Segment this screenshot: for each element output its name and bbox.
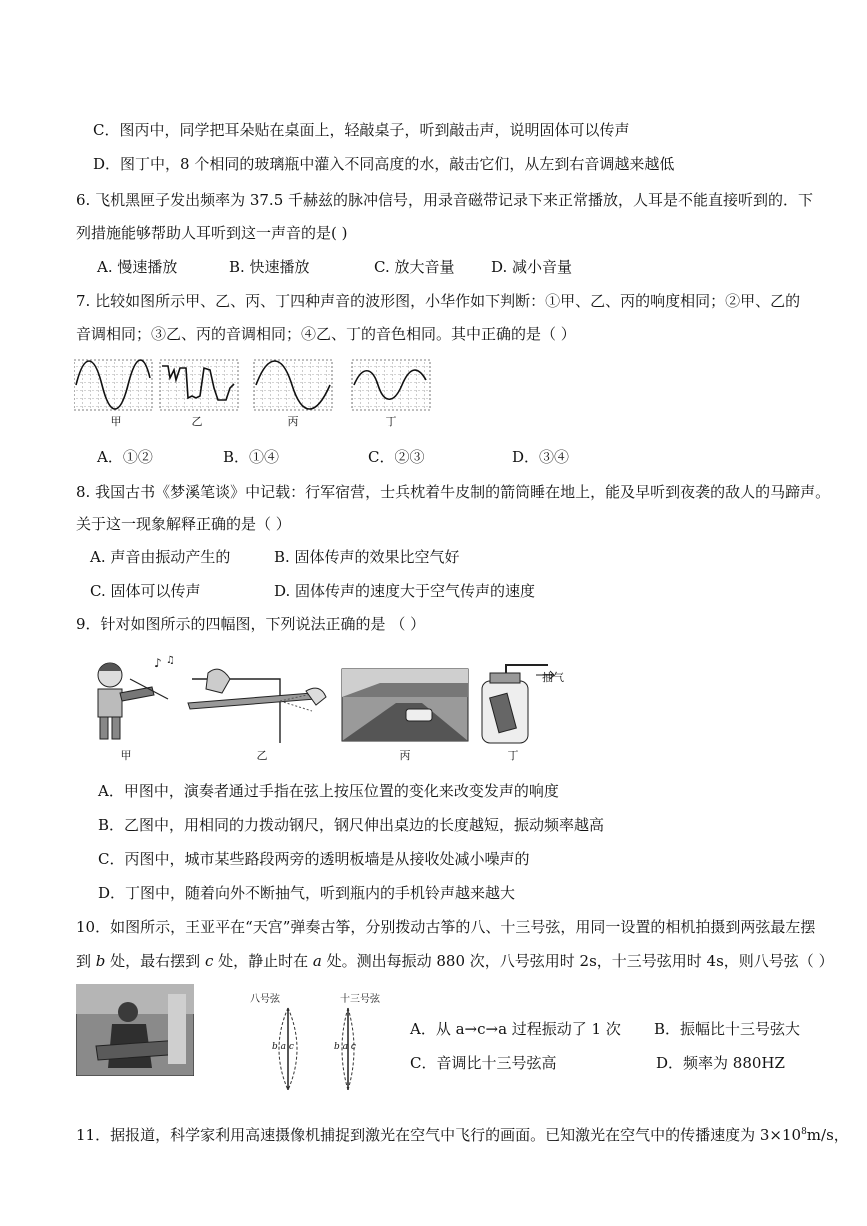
string8-letters: b a c: [272, 1042, 294, 1052]
q6-option-a: A. 慢速播放: [97, 258, 178, 276]
q7-caption-jia: 甲: [110, 415, 122, 428]
q8-stem-line1: 8. 我国古书《梦溪笔谈》中记载：行军宿营，士兵枕着牛皮制的箭筒睡在地上，能及早听到夜袭的敌人的马蹄声。: [76, 483, 831, 501]
q8-option-d: D. 固体传声的速度大于空气传声的速度: [274, 582, 536, 600]
q9-caption-ding: 丁: [507, 749, 519, 762]
ruler-table-image: [188, 669, 326, 743]
q7-option-c: C．②③: [368, 448, 425, 466]
q10-stem-line2: 到 b 处，最右摆到 c 处，静止时在 a 处。测出每振动 880 次，八号弦用时 2s，十三号弦用时 4s，则八号弦（ ）: [76, 952, 834, 970]
q9-option-a: A．甲图中，演奏者通过手指在弦上按压位置的变化来改变发声的响度: [98, 782, 559, 800]
q10-stem-line1: 10．如图所示，王亚平在“天宫”弹奏古筝，分别拨动古筝的八、十三号弦，用同一设置的相机拍摄到两弦最左摆: [76, 918, 816, 936]
q6-stem-line2: 列措施能够帮助人耳听到这一声音的是( ): [76, 224, 348, 242]
q9-pump-label: 抽气: [542, 671, 564, 684]
q10-option-a: A．从 a→c→a 过程振动了 1 次: [410, 1020, 621, 1038]
q7-stem-line1: 7. 比较如图所示甲、乙、丙、丁四种声音的波形图，小华作如下判断：①甲、乙、丙的响度相同；②甲、乙的: [76, 292, 801, 310]
string13-label: 十三号弦: [340, 994, 380, 1005]
q7-caption-bing: 丙: [287, 415, 299, 428]
string13-letters: b a c: [334, 1042, 356, 1052]
q5-option-d: D．图丁中，8 个相同的玻璃瓶中灌入不同高度的水，敲击它们，从左到右音调越来越低: [93, 155, 675, 173]
string8-label: 八号弦: [250, 994, 280, 1005]
noise-barrier-photo: [342, 669, 468, 741]
q7-option-d: D．③④: [512, 448, 570, 466]
q7-stem-line2: 音调相同；③乙、丙的音调相同；④乙、丁的音色相同。其中正确的是（ ）: [76, 325, 576, 343]
q9-stem: 9．针对如图所示的四幅图，下列说法正确的是 （ ）: [76, 615, 426, 633]
q7-option-b: B．①④: [223, 448, 280, 466]
svg-text:♫: ♫: [166, 655, 175, 666]
waveform-bing: [254, 360, 332, 410]
q9-option-d: D．丁图中，随着向外不断抽气，听到瓶内的手机铃声越来越大: [98, 884, 516, 902]
q9-caption-bing: 丙: [399, 749, 411, 762]
q6-stem-line1: 6. 飞机黑匣子发出频率为 37.5 千赫兹的脉冲信号，用录音磁带记录下来正常播放，人耳是不能直接听到的．下: [76, 191, 814, 209]
q6-option-b: B. 快速播放: [229, 258, 310, 276]
q8-option-c: C. 固体可以传声: [90, 582, 201, 600]
q8-option-a: A. 声音由振动产生的: [90, 548, 231, 566]
q10-option-c: C．音调比十三号弦高: [410, 1054, 557, 1072]
q9-caption-jia: 甲: [120, 749, 132, 762]
q9-pictures-figure: [80, 653, 560, 749]
q8-option-b: B. 固体传声的效果比空气好: [274, 548, 460, 566]
q9-caption-yi: 乙: [256, 749, 268, 762]
q7-caption-ding: 丁: [385, 415, 397, 428]
guzheng-photo: [76, 984, 194, 1076]
svg-text:♪: ♪: [154, 656, 162, 670]
q10-option-d: D．频率为 880HZ: [656, 1054, 785, 1072]
q8-stem-line2: 关于这一现象解释正确的是（ ）: [76, 515, 291, 533]
waveform-yi: [160, 360, 238, 410]
waveform-ding: [352, 360, 430, 410]
q10-option-b: B．振幅比十三号弦大: [654, 1020, 801, 1038]
waveform-jia: [74, 360, 152, 410]
q6-option-d: D. 减小音量: [491, 258, 573, 276]
q9-option-c: C．丙图中，城市某些路段两旁的透明板墙是从接收处减小噪声的: [98, 850, 530, 868]
q7-waveforms-figure: [74, 358, 434, 414]
q7-caption-yi: 乙: [191, 415, 203, 428]
q9-option-b: B．乙图中，用相同的力拨动钢尺，钢尺伸出桌边的长度越短，振动频率越高: [98, 816, 605, 834]
violinist-image: [98, 655, 175, 739]
q6-option-c: C. 放大音量: [374, 258, 455, 276]
q11-stem-line1: 11．据报道，科学家利用高速摄像机捕捉到激光在空气中飞行的画面。已知激光在空气中的传播速度为 $3\times 10^8m/s$，: [76, 1126, 849, 1144]
q7-option-a: A．①②: [97, 448, 153, 466]
q5-option-c: C．图丙中，同学把耳朵贴在桌面上，轻敲桌子，听到敲击声，说明固体可以传声: [93, 121, 630, 139]
